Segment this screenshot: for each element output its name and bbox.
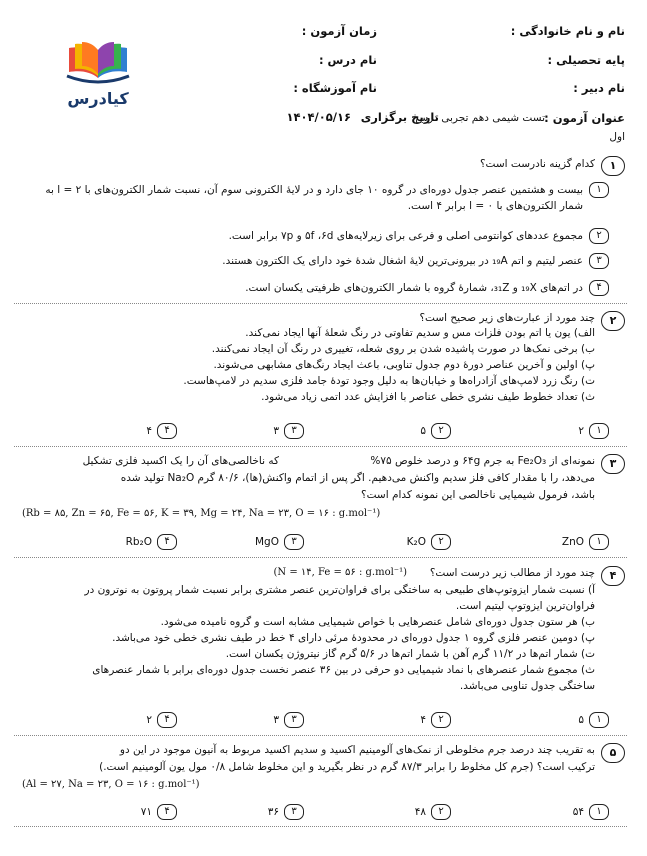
question-stem: چند مورد از عبارت‌های زیر صحیح است؟ <box>419 312 595 324</box>
answer-option[interactable] <box>578 712 609 728</box>
answer-option[interactable] <box>268 804 304 820</box>
answer-option[interactable] <box>146 712 177 728</box>
name-label: نام و نام خانوادگی : <box>510 24 625 38</box>
option-number: ۱ <box>589 712 609 728</box>
option-value: ۴ <box>146 425 152 437</box>
exam-title-label: عنوان آزمون : <box>544 111 625 125</box>
statement: ب) هر ستون جدول دوره‌ای شامل عنصرهایی با خواص شیمیایی مشابه است و گروه نامیده می‌شود. <box>160 616 595 628</box>
statement: ث) تعداد خطوط طیف نشری خطی عناصر با افزایش عدد اتمی زیاد می‌شود. <box>261 391 595 403</box>
option-text: عنصر لیتیم و اتم ₁₉A در بیرونی‌ترین لایهٔ اشغال شدهٔ خود دارای یک الکترون هستند. <box>222 255 583 267</box>
option-value: ۷۱ <box>140 806 152 818</box>
question-number: ۳ <box>601 454 625 474</box>
answer-option[interactable] <box>562 534 609 550</box>
option-number: ۲ <box>589 228 609 244</box>
question-number: ۴ <box>601 566 625 586</box>
option-number: ۴ <box>157 804 177 820</box>
statement: ت) رنگ زرد لامپ‌های آزادراه‌ها و خیابان‌ها به دلیل وجود تودهٔ جامد فلزی سدیم در لامپ‌هاست. <box>183 375 595 387</box>
statement: پ) دومین عنصر فلزی گروه ۱ جدول دوره‌ای در محدودهٔ مرئی دارای ۴ خط در طیف نشری خطی خود می‌باشد. <box>112 632 595 644</box>
option-number: ۱ <box>589 182 609 198</box>
option-value: Rb₂O <box>125 536 152 548</box>
question-line: به تقریب چند درصد جرم مخلوطی از نمک‌های آلومینیم اکسید و سدیم اکسید مربوط به آنیون موجود در این دو <box>119 744 595 756</box>
option-number: ۴ <box>157 423 177 439</box>
statement: ساختگی جدول تناوبی می‌باشد. <box>459 680 595 692</box>
option[interactable] <box>43 253 609 269</box>
option-number: ۲ <box>431 423 451 439</box>
option-value: ۳ <box>273 425 279 437</box>
option-value: ۲ <box>146 714 152 726</box>
question-line: ترکیب است؟ (جرم کل مخلوط را برابر ۸۷/۳ گرم در نظر بگیرید و این مخلوط شامل ۰/۸ مول یون آلومینیم است.) <box>99 761 595 773</box>
course-label: نام درس : <box>318 53 377 67</box>
option-number: ۳ <box>589 253 609 269</box>
teacher-label: نام دبیر : <box>573 81 625 95</box>
option-number: ۴ <box>157 534 177 550</box>
option-number: ۲ <box>431 804 451 820</box>
date-label: تاریخ برگزاری <box>360 110 439 124</box>
answer-option[interactable] <box>255 534 304 550</box>
option-number: ۴ <box>589 280 609 296</box>
exam-title-value-2: اول <box>609 131 625 143</box>
option-value: ۳۶ <box>267 806 279 818</box>
statement: آ) نسبت شمار ایزوتوپ‌های طبیعی به ساختگی برای فراوان‌ترین عنصر مشتری برابر نسبت شمار پروتون به نوترون در <box>84 584 595 596</box>
option-text: مجموع عددهای کوانتومی اصلی و فرعی برای زیرلایه‌های ۵f ،۶d و ۷p برابر است. <box>228 230 583 242</box>
option-number: ۲ <box>431 534 451 550</box>
statement: ث) مجموع شمار عنصرهای با نماد شیمیایی دو حرفی در بین ۳۶ عنصر نخست جدول دوره‌ای برابر با شمار عنصرهای <box>92 664 595 676</box>
divider <box>14 446 627 447</box>
statement: فراوان‌ترین ایزوتوپ لیتیم است. <box>455 600 595 612</box>
option-value: ۵ <box>420 425 426 437</box>
divider <box>14 735 627 736</box>
grade-label: پایه تحصیلی : <box>547 53 625 67</box>
question-line: که ناخالصی‌های آن را یک اکسید فلزی تشکیل <box>82 455 279 467</box>
statement: ت) شمار اتم‌ها در ۱۱/۲ گرم آهن با شمار اتم‌ها در ۵/۶ گرم گاز نیتروژن یکسان است. <box>225 648 595 660</box>
atomic-masses: (Rb = ۸۵, Zn = ۶۵, Fe = ۵۶, K = ۳۹, Mg = ۲۴, Na = ۲۳, O = ۱۶ : g.mol⁻¹) <box>22 508 381 519</box>
option-number: ۴ <box>157 712 177 728</box>
option-number: ۱ <box>589 423 609 439</box>
option-number: ۳ <box>284 712 304 728</box>
atomic-masses: (Al = ۲۷, Na = ۲۳, O = ۱۶ : g.mol⁻¹) <box>22 779 200 790</box>
question-line: نمونه‌ای از Fe₂O₃ به جرم ۶۴g و درصد خلوص ۷۵% <box>370 455 595 467</box>
option-number: ۱ <box>589 534 609 550</box>
option-number: ۲ <box>431 712 451 728</box>
statement: پ) اولین و آخرین عناصر دورهٔ دوم جدول تناوبی، باعث ایجاد رنگ‌های مشابهی می‌شوند. <box>213 359 595 371</box>
answer-option[interactable] <box>415 804 451 820</box>
option-value: ۳ <box>273 714 279 726</box>
option-number: ۳ <box>284 423 304 439</box>
question-number: ۲ <box>601 311 625 331</box>
book-logo-icon <box>63 38 133 88</box>
question-line: می‌دهد، را با مقدار کافی فلز سدیم واکنش می‌دهیم. اگر پس از اتمام واکنش(ها)، ۸۰/۶ گرم Na₂O تولید شده <box>120 472 595 484</box>
option-value: ۵۴ <box>572 806 584 818</box>
kiadars-logo <box>63 38 133 118</box>
option-number: ۳ <box>284 804 304 820</box>
question-stem: کدام گزینه نادرست است؟ <box>479 158 595 170</box>
option-number: ۳ <box>284 534 304 550</box>
time-label: زمان آزمون : <box>301 24 377 38</box>
answer-option[interactable] <box>578 423 609 439</box>
school-label: نام آموزشگاه : <box>293 81 377 95</box>
divider <box>14 826 627 827</box>
exam-title-value: تست شیمی دهم تجربی درس <box>415 112 545 124</box>
option[interactable] <box>43 182 609 214</box>
option-text: در اتم‌های ₁₉X و ₃₁Z، شمارهٔ گروه با شمار الکترون‌های ظرفیتی یکسان است. <box>245 282 583 294</box>
option[interactable] <box>43 280 609 296</box>
question-number: ۱ <box>601 156 625 176</box>
answer-option[interactable] <box>420 712 451 728</box>
option-text: بیست و هشتمین عنصر جدول دوره‌ای در گروه ۱۰ جای دارد و در لایهٔ الکترونی سوم آن، نسبت شمار الکترون‌های با l = ۲ به شمار الکترون‌های با l = ۰ برابر ۴ است. <box>45 184 583 212</box>
date-value: ۱۴۰۴/۰۵/۱۶ <box>286 110 351 124</box>
answer-option[interactable] <box>273 712 304 728</box>
answer-option[interactable] <box>146 423 177 439</box>
divider <box>14 557 627 558</box>
answer-option[interactable] <box>420 423 451 439</box>
option-number: ۱ <box>589 804 609 820</box>
question-stem: چند مورد از مطالب زیر درست است؟ <box>429 567 595 579</box>
question-line: باشد، فرمول شیمیایی ناخالصی این نمونه کدام است؟ <box>361 489 595 501</box>
logo-text: کیادرس <box>67 89 129 108</box>
option-value: MgO <box>255 536 279 548</box>
question-number: ۵ <box>601 743 625 763</box>
option-value: ۴۸ <box>414 806 426 818</box>
option-value: K₂O <box>406 536 426 548</box>
option-value: ۵ <box>578 714 584 726</box>
divider <box>14 303 627 304</box>
answer-option[interactable] <box>141 804 177 820</box>
option-value: ۴ <box>420 714 426 726</box>
answer-option[interactable] <box>126 534 177 550</box>
option-value: ۲ <box>578 425 584 437</box>
answer-option[interactable] <box>273 423 304 439</box>
statement: ب) برخی نمک‌ها در صورت پاشیده شدن بر روی شعله، تغییری در رنگ آن ایجاد نمی‌کنند. <box>211 343 595 355</box>
atomic-masses: (N = ۱۴, Fe = ۵۶ : g.mol⁻¹) <box>273 567 407 578</box>
answer-option[interactable] <box>407 534 451 550</box>
statement: الف) یون یا اتم بودن فلزات مس و سدیم تفاوتی در رنگ شعلهٔ آنها ایجاد نمی‌کند. <box>245 327 595 339</box>
answer-option[interactable] <box>573 804 609 820</box>
option[interactable] <box>43 228 609 244</box>
option-value: ZnO <box>561 536 584 548</box>
